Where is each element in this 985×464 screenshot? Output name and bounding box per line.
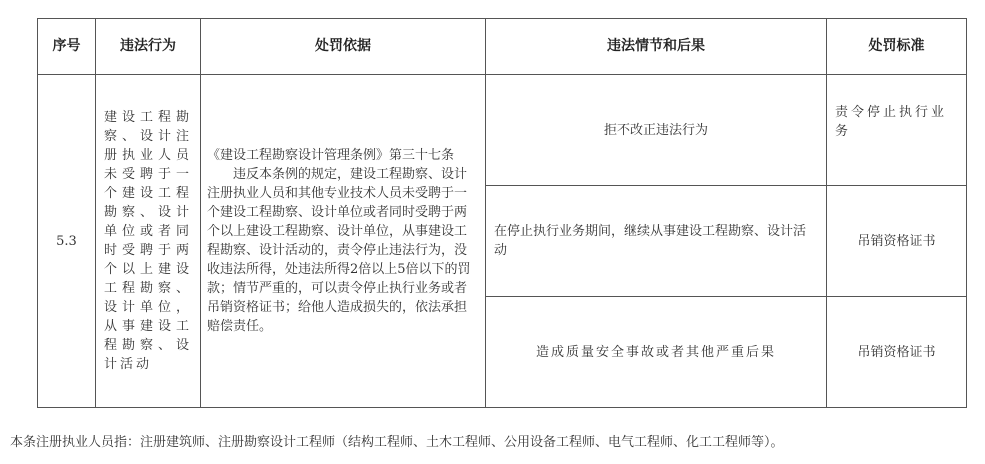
header-violation: 违法行为 [96,19,201,75]
circumstance-cell: 在停止执行业务期间，继续从事建设工程勘察、设计活动 [486,186,827,297]
header-circumstance: 违法情节和后果 [486,19,827,75]
footnote: 本条注册执业人员指：注册建筑师、注册勘察设计工程师（结构工程师、土木工程师、公用设备工程师、电气工程师、化工工程师等）。 [10,435,784,450]
row-number: 5.3 [38,75,96,408]
table-row [38,75,967,186]
penalty-table [37,18,967,408]
circumstance-cell: 造成质量安全事故或者其他严重后果 [486,297,827,408]
circumstance-cell: 拒不改正违法行为 [486,75,827,186]
header-row [38,19,967,75]
basis-title: 《建设工程勘察设计管理条例》第三十七条 [207,148,455,163]
violation-cell: 建设工程勘察、设计注册执业人员未受聘于一个建设工程勘察、设计单位或者同时受聘于两个以上建设工程勘察、设计单位，从事建设工程勘察、设计活动 [96,75,201,408]
penalty-cell: 吊销资格证书 [827,297,967,408]
header-number: 序号 [38,19,96,75]
header-basis: 处罚依据 [201,19,486,75]
basis-cell [201,75,486,408]
penalty-cell: 责令停止执行业务 [827,75,967,186]
basis-text: 违反本条例的规定，建设工程勘察、设计注册执业人员和其他专业技术人员未受聘于一个建设工程勘察、设计单位或者同时受聘于两个以上建设工程勘察、设计单位，从事建设工程勘察、设计活动的，责令停止违法行为，没收违法所得，处违法所得2倍以上5倍以下的罚款；情节严重的，可以责令停止执行业务或者吊销资格证书；给他人造成损失的，依法承担赔偿责任。 [207,167,471,334]
penalty-cell: 吊销资格证书 [827,186,967,297]
header-penalty: 处罚标准 [827,19,967,75]
